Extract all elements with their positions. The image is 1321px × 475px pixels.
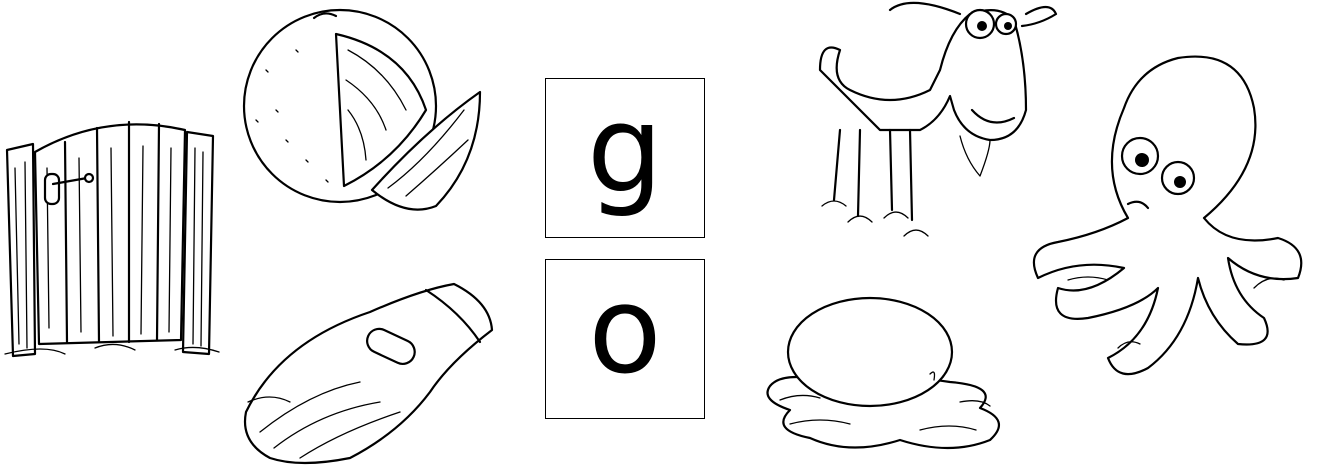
letter-card-g[interactable] [545,78,705,238]
egg-icon[interactable] [750,290,1012,458]
letter-o: o [588,262,662,401]
orange-icon[interactable] [236,10,486,218]
octopus-icon[interactable] [1028,48,1314,388]
letter-card-o[interactable] [545,259,705,419]
letter-g: g [586,81,664,220]
glove-icon[interactable] [240,282,494,468]
goat-icon[interactable] [800,0,1060,250]
gate-icon[interactable] [5,118,227,360]
